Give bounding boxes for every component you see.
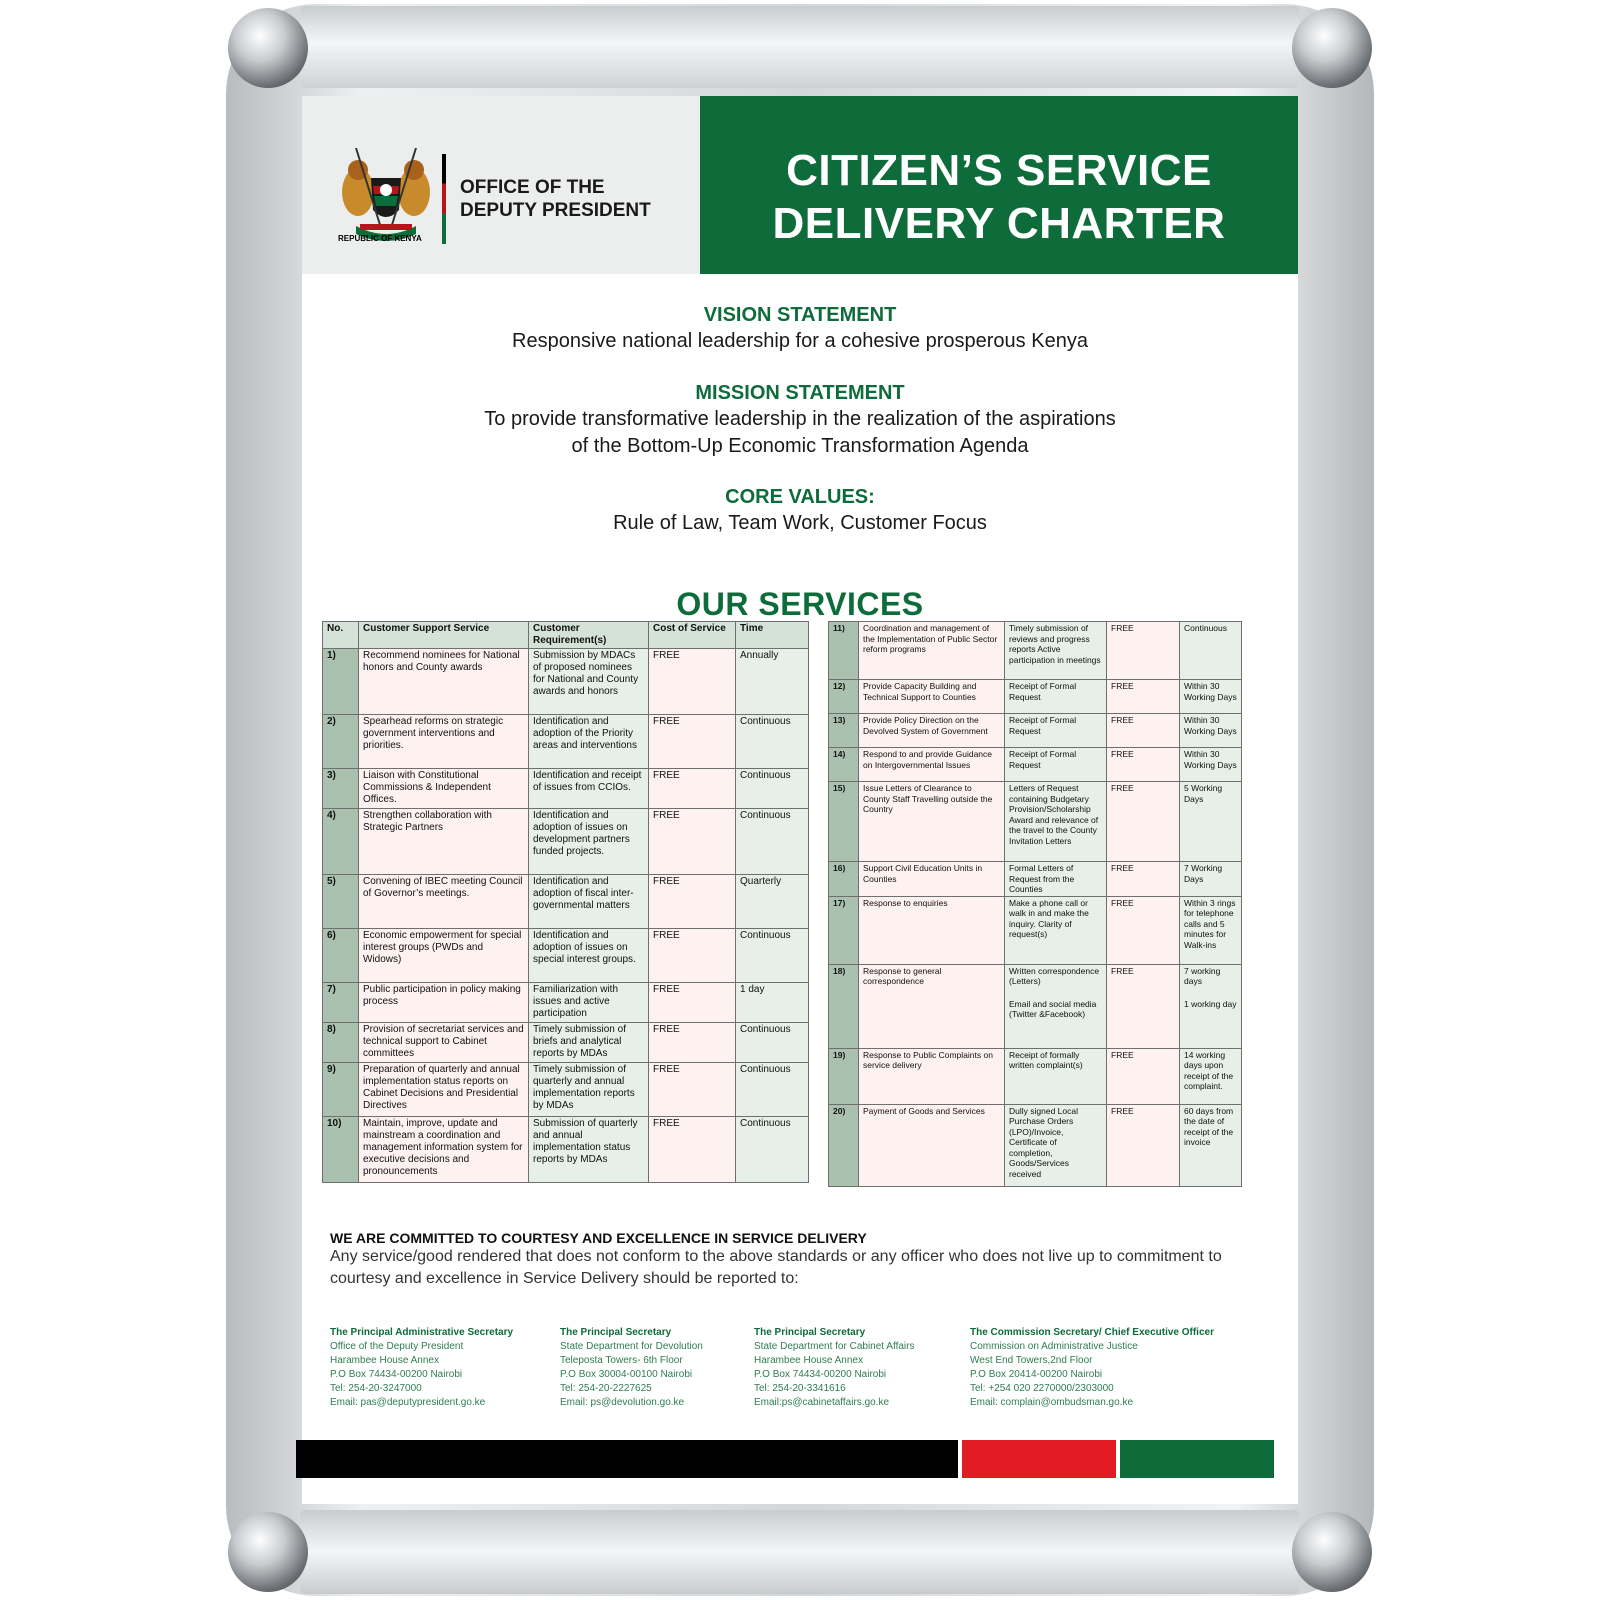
service-number: 3) — [323, 769, 359, 809]
service-requirement: Timely submission of quarterly and annual implementation reports by MDAs — [529, 1063, 649, 1117]
service-number: 12) — [829, 680, 859, 714]
service-number: 10) — [323, 1117, 359, 1183]
service-name: Maintain, improve, update and mainstream a coordination and management information system for executive decisions and pronouncements — [359, 1117, 529, 1183]
table-row — [323, 809, 809, 875]
contact-line: Email: complain@ombudsman.go.ke — [970, 1397, 1134, 1408]
service-cost: FREE — [1107, 748, 1180, 782]
header-office-panel — [302, 96, 700, 274]
service-time: Annually — [736, 649, 809, 715]
title-line-1: CITIZEN’S SERVICE — [786, 146, 1212, 195]
frame-corner-bottom-right — [1292, 1512, 1372, 1592]
table-row — [829, 964, 1242, 1048]
contact-title: The Principal Secretary — [754, 1327, 866, 1338]
table-row — [323, 929, 809, 983]
service-requirement: Letters of Request containing Budgetary Provision/Scholarship Award and relevance of the travel to the County Invitation Letters — [1005, 782, 1107, 862]
table-row — [829, 896, 1242, 964]
service-cost: FREE — [1107, 680, 1180, 714]
contact-line: Tel: +254 020 2270000/2303000 — [970, 1383, 1114, 1394]
service-time: Within 30 Working Days — [1180, 680, 1242, 714]
service-time: Continuous — [736, 769, 809, 809]
flag-divider — [442, 154, 446, 244]
service-time: 7 working days 1 working day — [1180, 964, 1242, 1048]
service-requirement: Timely submission of reviews and progress reports Active participation in meetings — [1005, 622, 1107, 680]
table-header-row — [323, 622, 809, 649]
vision-heading: VISION STATEMENT — [703, 304, 897, 326]
service-cost: FREE — [649, 1117, 736, 1183]
service-cost: FREE — [1107, 896, 1180, 964]
service-cost: FREE — [649, 1023, 736, 1063]
core-values-heading: CORE VALUES: — [725, 486, 875, 508]
service-number: 4) — [323, 809, 359, 875]
service-time: 1 day — [736, 983, 809, 1023]
service-name: Payment of Goods and Services — [859, 1104, 1005, 1186]
table-row — [323, 1023, 809, 1063]
service-time: 60 days from the date of receipt of the invoice — [1180, 1104, 1242, 1186]
service-time: Continuous — [1180, 622, 1242, 680]
service-cost: FREE — [649, 715, 736, 769]
service-number: 18) — [829, 964, 859, 1048]
flag-strip-black — [296, 1440, 958, 1478]
service-requirement: Identification and adoption of issues on special interest groups. — [529, 929, 649, 983]
service-name: Support Civil Education Units in Counties — [859, 862, 1005, 897]
service-time: Continuous — [736, 929, 809, 983]
service-name: Economic empowerment for special interest groups (PWDs and Widows) — [359, 929, 529, 983]
table-row — [323, 1117, 809, 1183]
service-name: Response to general correspondence — [859, 964, 1005, 1048]
service-name: Public participation in policy making process — [359, 983, 529, 1023]
service-time: Continuous — [736, 809, 809, 875]
table-row — [323, 875, 809, 929]
table-row — [829, 1048, 1242, 1104]
service-cost: FREE — [649, 649, 736, 715]
contact-line: Email: pas@deputypresident.go.ke — [330, 1397, 486, 1408]
contact-line: Harambee House Annex — [330, 1355, 439, 1366]
service-number: 6) — [323, 929, 359, 983]
contact-line: West End Towers,2nd Floor — [970, 1355, 1093, 1366]
header-no: No. — [323, 622, 359, 649]
contact-line: P.O Box 74434-00200 Nairobi — [330, 1369, 463, 1380]
header-service: Customer Support Service — [359, 622, 529, 649]
service-time: Quarterly — [736, 875, 809, 929]
service-requirement: Identification and adoption of the Priority areas and interventions — [529, 715, 649, 769]
service-cost: FREE — [1107, 622, 1180, 680]
services-table-left — [322, 621, 809, 1183]
table-row — [829, 622, 1242, 680]
mission-text-line-1: To provide transformative leadership in the realization of the aspirations — [484, 408, 1116, 430]
service-cost: FREE — [649, 929, 736, 983]
contact-block — [560, 1326, 703, 1410]
service-name: Response to Public Complaints on service delivery — [859, 1048, 1005, 1104]
service-requirement: Identification and adoption of fiscal inter-governmental matters — [529, 875, 649, 929]
header-time: Time — [736, 622, 809, 649]
table-row — [323, 649, 809, 715]
service-time: Continuous — [736, 1023, 809, 1063]
contact-line: Email: ps@devolution.go.ke — [560, 1397, 685, 1408]
services-left-body — [323, 649, 809, 1183]
service-cost: FREE — [1107, 1048, 1180, 1104]
service-cost: FREE — [1107, 964, 1180, 1048]
service-requirement: Receipt of Formal Request — [1005, 748, 1107, 782]
mission-text-line-2: of the Bottom-Up Economic Transformation Agenda — [571, 435, 1029, 457]
contact-line: P.O Box 30004-00100 Nairobi — [560, 1369, 693, 1380]
table-row — [323, 983, 809, 1023]
service-cost: FREE — [649, 875, 736, 929]
office-line-1: OFFICE OF THE — [460, 177, 605, 198]
service-cost: FREE — [1107, 714, 1180, 748]
service-time: Continuous — [736, 715, 809, 769]
table-row — [829, 680, 1242, 714]
contact-line: Commission on Administrative Justice — [970, 1341, 1138, 1352]
service-number: 17) — [829, 896, 859, 964]
service-number: 19) — [829, 1048, 859, 1104]
service-number: 13) — [829, 714, 859, 748]
service-requirement: Make a phone call or walk in and make the inquiry. Clarity of request(s) — [1005, 896, 1107, 964]
contact-title: The Principal Secretary — [560, 1327, 672, 1338]
service-cost: FREE — [649, 809, 736, 875]
contact-line: P.O Box 20414-00200 Nairobi — [970, 1369, 1103, 1380]
contact-block — [330, 1326, 513, 1410]
contact-line: Teleposta Towers- 6th Floor — [560, 1355, 683, 1366]
services-table-right — [828, 621, 1242, 1187]
contact-line: Harambee House Annex — [754, 1355, 863, 1366]
frame-bottom-rail — [300, 1510, 1300, 1594]
service-time: 5 Working Days — [1180, 782, 1242, 862]
service-name: Respond to and provide Guidance on Intergovernmental Issues — [859, 748, 1005, 782]
table-row — [323, 715, 809, 769]
service-cost: FREE — [1107, 862, 1180, 897]
vision-text: Responsive national leadership for a cohesive prosperous Kenya — [512, 330, 1088, 352]
frame-corner-top-right — [1292, 8, 1372, 88]
service-requirement: Receipt of Formal Request — [1005, 714, 1107, 748]
contact-title: The Principal Administrative Secretary — [330, 1327, 514, 1338]
service-time: Within 3 rings for telephone calls and 5 minutes for Walk-ins — [1180, 896, 1242, 964]
service-name: Liaison with Constitutional Commissions & Independent Offices. — [359, 769, 529, 809]
contact-line: P.O Box 74434-00200 Nairobi — [754, 1369, 887, 1380]
table-row — [829, 1104, 1242, 1186]
crest-caption: REPUBLIC OF KENYA — [338, 234, 422, 243]
contact-line: State Department for Cabinet Affairs — [754, 1341, 915, 1352]
service-name: Preparation of quarterly and annual implementation status reports on Cabinet Decisions and Presidential Directives — [359, 1063, 529, 1117]
office-name — [460, 176, 651, 222]
service-number: 11) — [829, 622, 859, 680]
service-number: 8) — [323, 1023, 359, 1063]
service-time: 7 Working Days — [1180, 862, 1242, 897]
service-number: 14) — [829, 748, 859, 782]
header-requirements: Customer Requirement(s) — [529, 622, 649, 649]
service-name: Provide Policy Direction on the Devolved System of Government — [859, 714, 1005, 748]
service-name: Strengthen collaboration with Strategic Partners — [359, 809, 529, 875]
service-requirement: Timely submission of briefs and analytical reports by MDAs — [529, 1023, 649, 1063]
service-name: Provision of secretariat services and technical support to Cabinet committees — [359, 1023, 529, 1063]
mission-heading: MISSION STATEMENT — [695, 382, 905, 404]
contact-line: Tel: 254-20-3247000 — [330, 1383, 422, 1394]
service-name: Response to enquiries — [859, 896, 1005, 964]
office-line-2: DEPUTY PRESIDENT — [460, 200, 651, 221]
service-number: 15) — [829, 782, 859, 862]
contact-line: State Department for Devolution — [560, 1341, 703, 1352]
contact-block — [754, 1326, 914, 1410]
services-heading: OUR SERVICES — [676, 586, 924, 622]
contact-block — [970, 1326, 1214, 1410]
core-values-text: Rule of Law, Team Work, Customer Focus — [613, 512, 987, 534]
table-row — [323, 1063, 809, 1117]
service-time: Continuous — [736, 1117, 809, 1183]
service-name: Issue Letters of Clearance to County Staff Travelling outside the Country — [859, 782, 1005, 862]
service-requirement: Identification and receipt of issues from CCIOs. — [529, 769, 649, 809]
service-number: 20) — [829, 1104, 859, 1186]
service-number: 16) — [829, 862, 859, 897]
service-time: Continuous — [736, 1063, 809, 1117]
frame-top-rail — [300, 6, 1300, 88]
flag-strip-green — [1120, 1440, 1274, 1478]
table-row — [323, 769, 809, 809]
service-requirement: Formal Letters of Request from the Counties — [1005, 862, 1107, 897]
service-number: 5) — [323, 875, 359, 929]
service-requirement: Dully signed Local Purchase Orders (LPO)/Invoice, Certificate of completion, Goods/Services received — [1005, 1104, 1107, 1186]
flag-strip-red — [962, 1440, 1116, 1478]
header-cost: Cost of Service — [649, 622, 736, 649]
service-number: 2) — [323, 715, 359, 769]
service-requirement: Familiarization with issues and active participation — [529, 983, 649, 1023]
service-cost: FREE — [1107, 782, 1180, 862]
table-row — [829, 782, 1242, 862]
commitment-text: Any service/good rendered that does not conform to the above standards or any officer who does not live up to commitment to courtesy and excellence in Service Delivery should be reported to: — [330, 1248, 1222, 1287]
service-cost: FREE — [649, 1063, 736, 1117]
table-row — [829, 714, 1242, 748]
service-requirement: Submission by MDACs of proposed nominees for National and County awards and honors — [529, 649, 649, 715]
frame-corner-bottom-left — [228, 1512, 308, 1592]
service-name: Coordination and management of the Implementation of Public Sector reform programs — [859, 622, 1005, 680]
title-line-2: DELIVERY CHARTER — [772, 199, 1226, 248]
service-name: Provide Capacity Building and Technical Support to Counties — [859, 680, 1005, 714]
service-number: 7) — [323, 983, 359, 1023]
service-name: Convening of IBEC meeting Council of Governor’s meetings. — [359, 875, 529, 929]
service-cost: FREE — [649, 769, 736, 809]
service-requirement: Submission of quarterly and annual implementation status reports by MDAs — [529, 1117, 649, 1183]
contact-line: Tel: 254-20-3341616 — [754, 1383, 846, 1394]
contact-line: Tel: 254-20-2227625 — [560, 1383, 652, 1394]
service-requirement: Identification and adoption of issues on development partners funded projects. — [529, 809, 649, 875]
service-number: 1) — [323, 649, 359, 715]
contact-title: The Commission Secretary/ Chief Executive Officer — [970, 1327, 1214, 1338]
service-cost: FREE — [1107, 1104, 1180, 1186]
commitment-heading: WE ARE COMMITTED TO COURTESY AND EXCELLENCE IN SERVICE DELIVERY — [330, 1230, 867, 1246]
charter-title — [700, 144, 1298, 250]
service-requirement: Written correspondence (Letters) Email and social media (Twitter &Facebook) — [1005, 964, 1107, 1048]
service-name: Spearhead reforms on strategic government interventions and priorities. — [359, 715, 529, 769]
table-row — [829, 862, 1242, 897]
service-cost: FREE — [649, 983, 736, 1023]
service-requirement: Receipt of Formal Request — [1005, 680, 1107, 714]
service-number: 9) — [323, 1063, 359, 1117]
contact-line: Email:ps@cabinetaffairs.go.ke — [754, 1397, 890, 1408]
service-time: 14 working days upon receipt of the complaint. — [1180, 1048, 1242, 1104]
contact-line: Office of the Deputy President — [330, 1341, 464, 1352]
frame-corner-top-left — [228, 8, 308, 88]
header-title-panel — [700, 96, 1298, 274]
service-requirement: Receipt of formally written complaint(s) — [1005, 1048, 1107, 1104]
service-time: Within 30 Working Days — [1180, 748, 1242, 782]
service-name: Recommend nominees for National honors and County awards — [359, 649, 529, 715]
table-row — [829, 748, 1242, 782]
service-time: Within 30 Working Days — [1180, 714, 1242, 748]
services-right-body — [829, 622, 1242, 1187]
charter-poster — [302, 96, 1298, 1504]
